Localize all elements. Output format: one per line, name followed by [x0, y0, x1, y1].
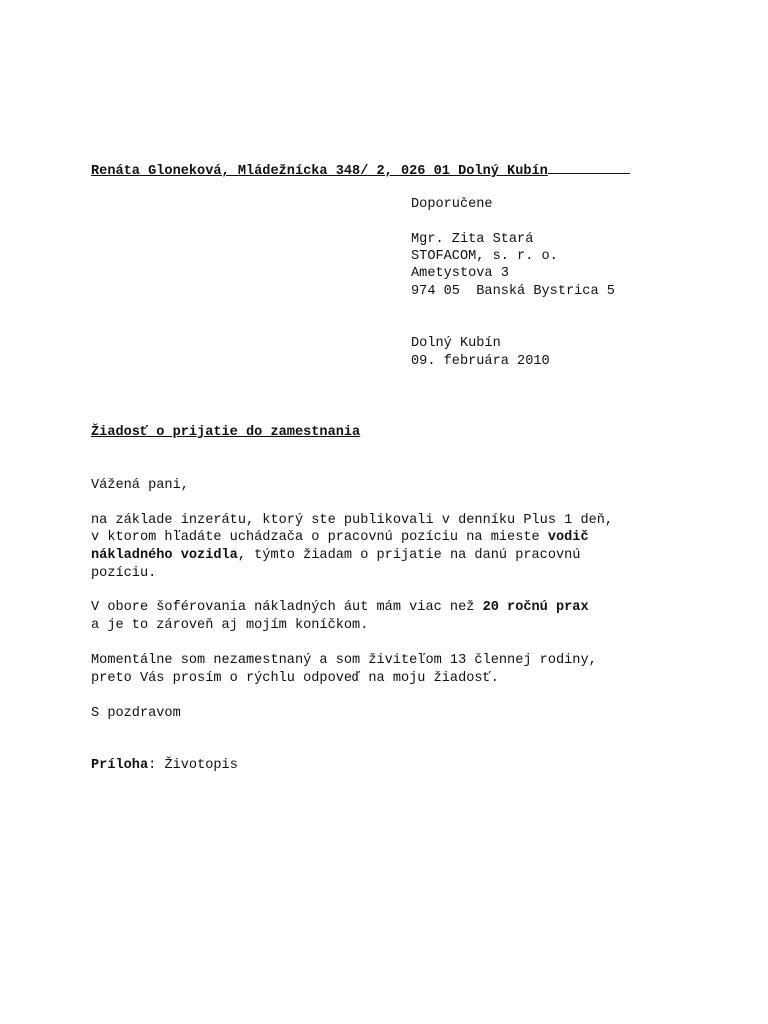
closing: S pozdravom [91, 706, 181, 721]
recipient-street: Ametystova 3 [411, 266, 509, 281]
attachment-separator: : [148, 758, 165, 773]
letter-subject: Žiadosť o prijatie do zamestnania [91, 425, 361, 440]
attachment-value: Životopis [164, 758, 238, 773]
paragraph2-emphasis-experience: 20 ročnú prax [482, 600, 589, 615]
paragraph1-emphasis-driver: vodič [547, 530, 589, 545]
sender-address-line [91, 162, 630, 180]
recipient-city: 974 05 Banská Bystrica 5 [411, 284, 615, 299]
salutation: Vážená pani, [91, 478, 189, 493]
paragraph2-line2: a je to zároveň aj mojím koníčkom. [91, 618, 369, 633]
paragraph1-emphasis-truck: nákladného vozidla [91, 548, 238, 563]
paragraph1-line2-text: v ktorom hľadáte uchádzača o pracovnú pozíciu na mieste [91, 530, 548, 545]
paragraph3-line2: preto Vás prosím o rýchlu odpoveď na moju žiadosť. [91, 671, 499, 686]
paragraph1-line4: pozíciu. [91, 566, 157, 581]
paragraph1-line1: na základe inzerátu, ktorý ste publikovali v denníku Plus 1 deň, [91, 513, 614, 528]
recipient-name: Mgr. Zita Stará [411, 232, 534, 247]
paragraph1-line2 [91, 529, 589, 546]
sender-address-text: Renáta Gloneková, Mládežnícka 348/ 2, 026 01 Dolný Kubín [91, 164, 548, 179]
letter-place: Dolný Kubín [411, 336, 501, 351]
paragraph1-line3-text: , týmto žiadam o prijatie na danú pracovnú [237, 548, 581, 563]
attachment-line [91, 757, 238, 774]
recipient-company: STOFACOM, s. r. o. [411, 249, 558, 264]
paragraph2-line1 [91, 599, 589, 616]
delivery-note: Doporučene [411, 197, 493, 212]
paragraph1-line3 [91, 547, 580, 564]
sender-underline-rule [548, 162, 630, 174]
letter-date: 09. februára 2010 [411, 354, 550, 369]
attachment-label: Príloha [91, 758, 149, 773]
paragraph2-line1-text: V obore šoférovania nákladných áut mám viac než [91, 600, 483, 615]
paragraph3-line1: Momentálne som nezamestnaný a som živiteľom 13 člennej rodiny, [91, 653, 597, 668]
